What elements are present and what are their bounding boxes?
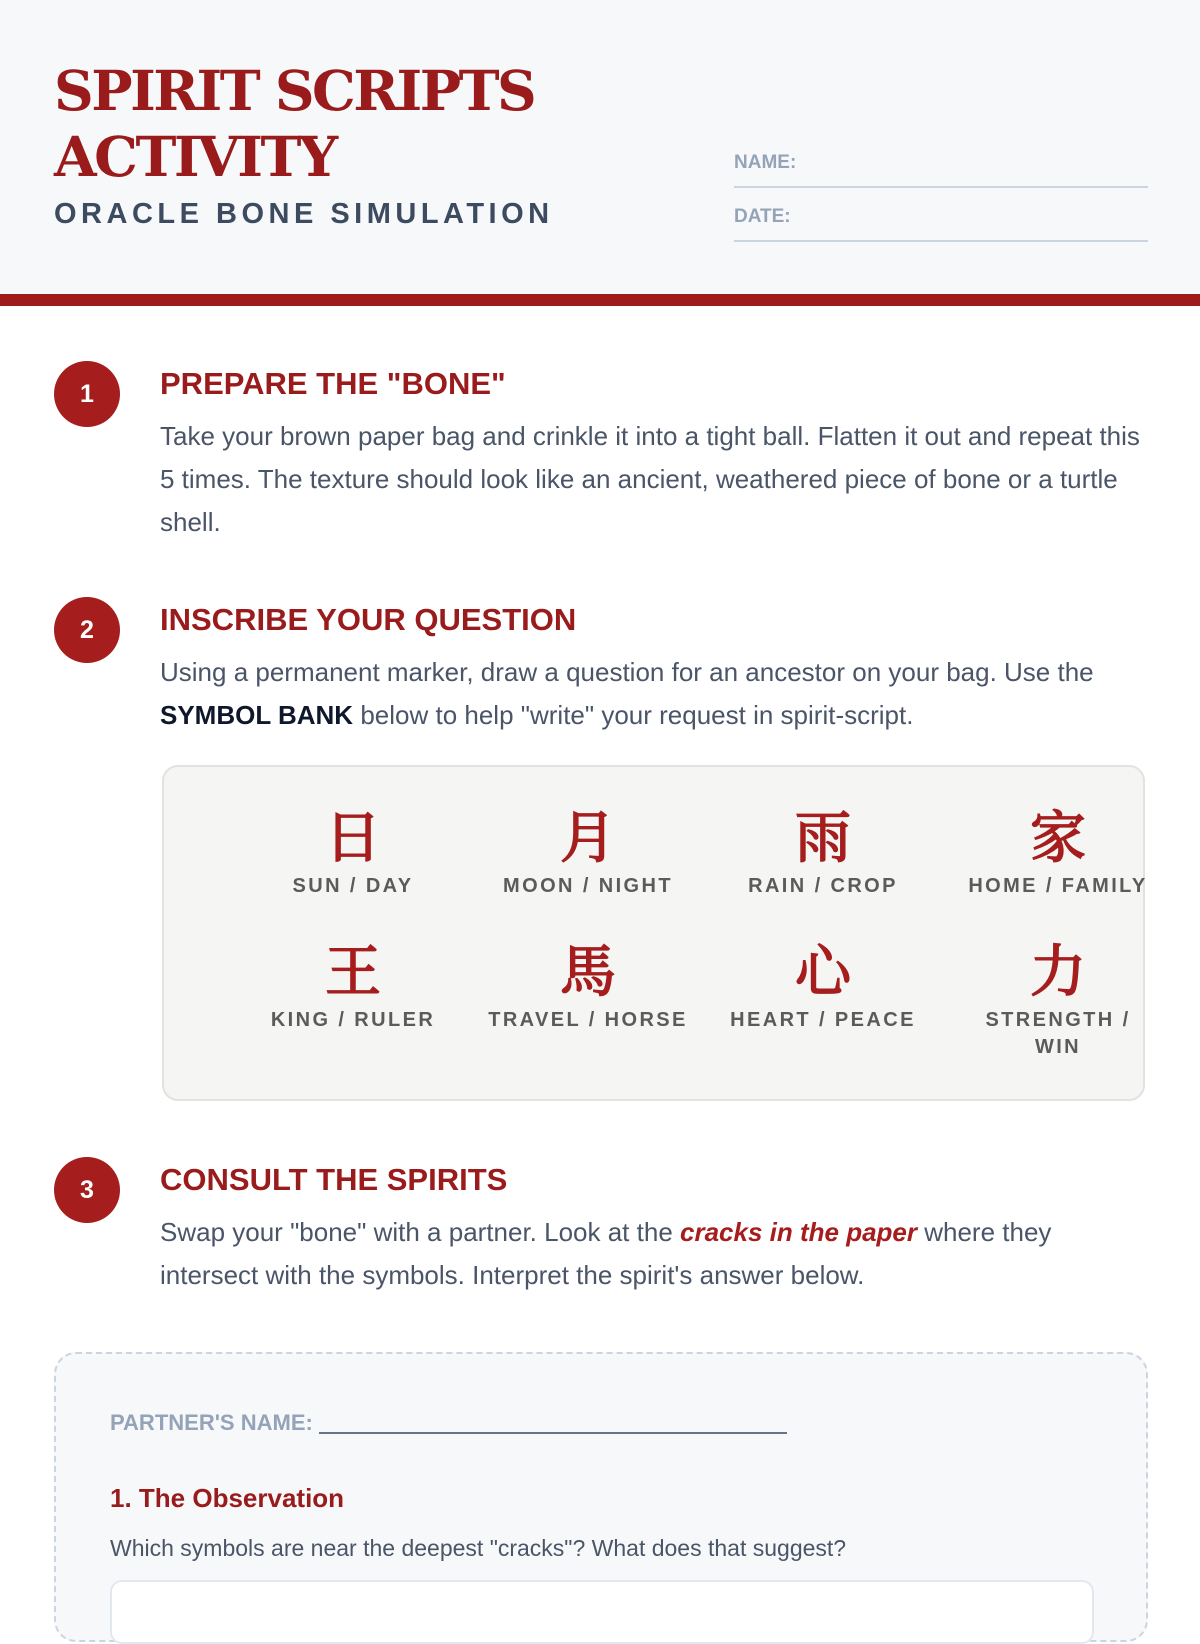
symbol-sun (243, 806, 463, 900)
step-2-body (160, 651, 1150, 737)
date-label: DATE: (734, 206, 791, 227)
symbol-glyph: 力 (1030, 940, 1086, 1005)
symbol-horse (478, 940, 698, 1034)
step-2-body-text: Using a permanent marker, draw a question for an ancestor on your bag. Use the (160, 657, 1094, 687)
symbol-bank-reference: SYMBOL BANK (160, 700, 354, 730)
symbol-king (243, 940, 463, 1034)
symbol-rain (713, 806, 933, 900)
observation-question: Which symbols are near the deepest "cracks"? What does that suggest? (110, 1535, 847, 1561)
title-line-1: SPIRIT SCRIPTS (54, 58, 535, 123)
step-3-badge: 3 (54, 1157, 120, 1223)
page-subtitle: ORACLE BONE SIMULATION (54, 198, 554, 230)
symbol-label: KING / RULER (270, 1009, 436, 1031)
step-1-badge: 1 (54, 361, 120, 427)
symbol-label: MOON / NIGHT (503, 875, 673, 897)
step-2-title: INSCRIBE YOUR QUESTION (160, 602, 577, 637)
step-1-title: PREPARE THE "BONE" (160, 366, 506, 401)
partner-name-label: PARTNER'S NAME: (110, 1410, 313, 1435)
symbol-moon (478, 806, 698, 900)
symbol-heart (713, 940, 933, 1034)
symbol-glyph: 馬 (560, 940, 616, 1005)
symbol-label: HEART / PEACE (730, 1009, 916, 1031)
date-field[interactable] (734, 204, 1148, 242)
step-2-body-text-end: below to help "write" your request in spirit-script. (353, 700, 914, 730)
symbol-bank (162, 765, 1148, 1101)
symbol-glyph: 月 (560, 806, 616, 871)
page-title (54, 58, 534, 190)
symbol-label: TRAVEL / HORSE (488, 1009, 688, 1031)
partner-name-field[interactable] (110, 1410, 787, 1436)
symbol-glyph: 王 (325, 940, 381, 1005)
step-3-body (160, 1211, 1150, 1297)
name-field[interactable] (734, 150, 1148, 188)
symbol-glyph: 日 (325, 806, 381, 871)
cracks-emphasis: cracks in the paper (680, 1217, 917, 1247)
step-3-body-text-end: where they intersect with the symbols. Interpret the spirit's answer below. (160, 1217, 1052, 1290)
symbol-glyph: 雨 (795, 806, 851, 871)
observation-answer-box[interactable] (110, 1580, 1094, 1644)
symbol-label: SUN / DAY (292, 875, 414, 897)
symbol-glyph: 心 (795, 940, 851, 1005)
symbol-label: STRENGTH / WIN (985, 1009, 1131, 1058)
symbol-label: RAIN / CROP (748, 875, 898, 897)
name-label: NAME: (734, 152, 797, 173)
step-1-body: Take your brown paper bag and crinkle it into a tight ball. Flatten it out and repeat this 5 times. The texture should look like an ancient, weathered piece of bone or a turtle shell. (160, 421, 1140, 537)
partner-name-line[interactable] (319, 1432, 787, 1434)
symbol-glyph: 家 (1030, 806, 1086, 871)
observation-title: 1. The Observation (110, 1483, 345, 1513)
worksheet-header (0, 0, 1200, 306)
step-3-body-text: Swap your "bone" with a partner. Look at the (160, 1217, 680, 1247)
symbol-label: HOME / FAMILY (968, 875, 1148, 897)
step-3-title: CONSULT THE SPIRITS (160, 1162, 508, 1197)
symbol-home (948, 806, 1168, 900)
symbol-strength (978, 940, 1138, 1061)
step-2-badge: 2 (54, 597, 120, 663)
title-line-2: ACTIVITY (54, 124, 336, 189)
